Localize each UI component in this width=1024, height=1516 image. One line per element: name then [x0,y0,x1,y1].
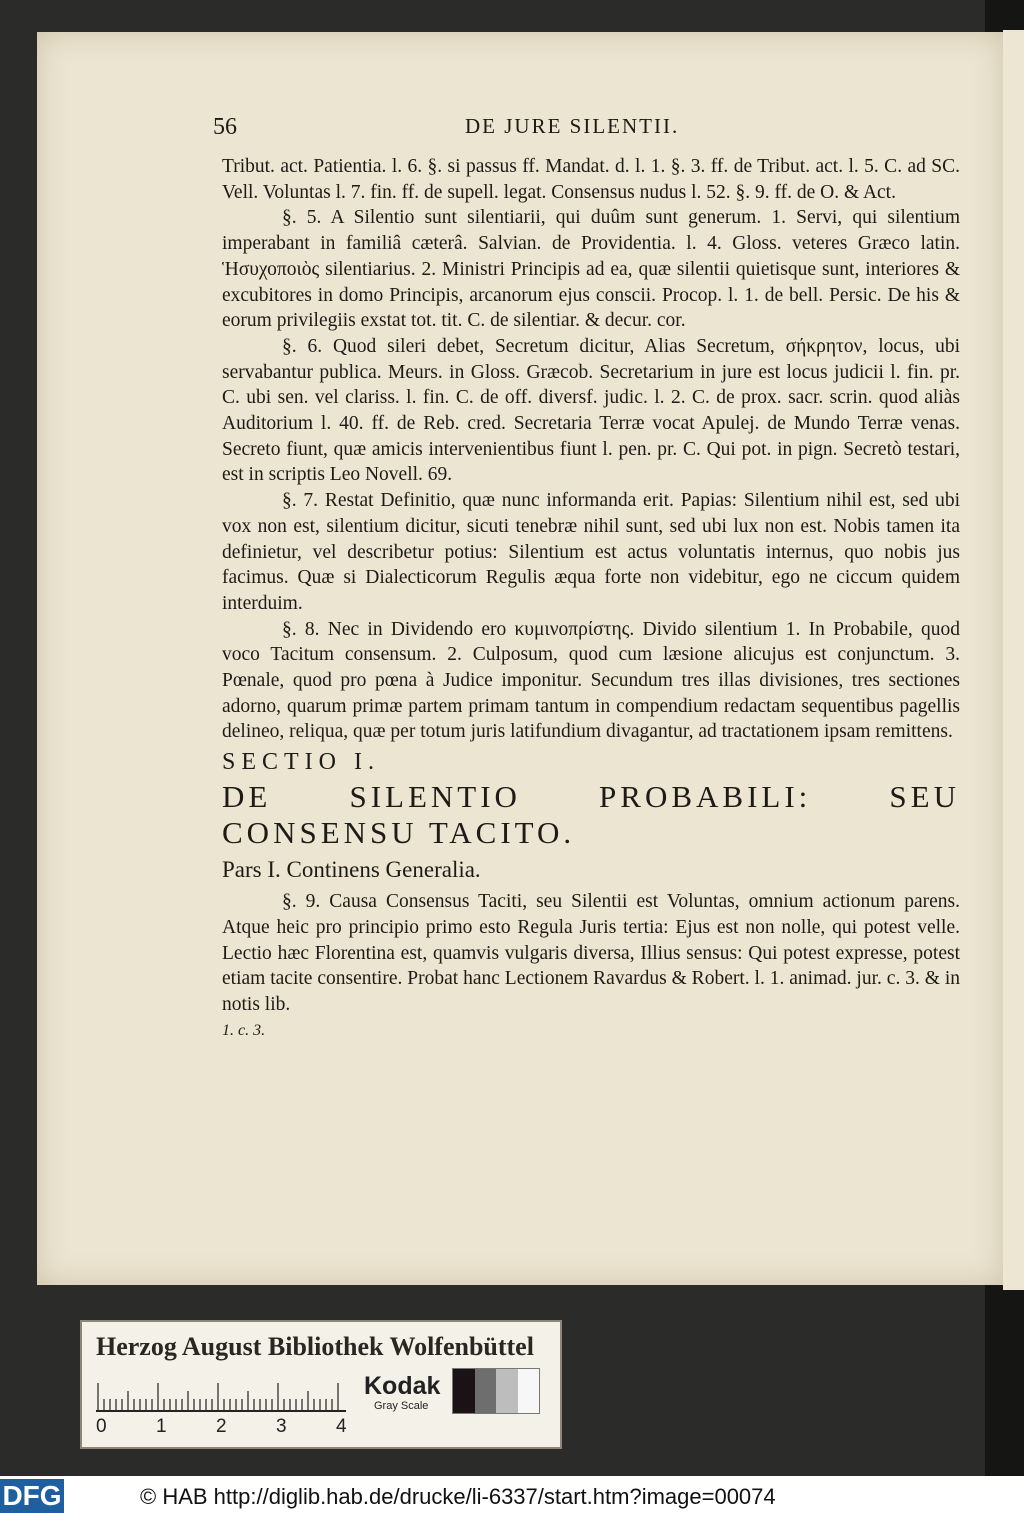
next-page-edge [1003,30,1024,1290]
ruler-digit: 1 [156,1416,167,1437]
body-text [222,154,960,1043]
part-title: Pars I. Continens Generalia. [222,857,481,883]
section-label: SECTIO I. [222,749,380,776]
paragraph-s7: §. 7. Restat Definitio, quæ nunc informanda erit. Papias: Silentium nihil est, sed ubi vox non est, silentium dicitur, sicuti tenebræ nihil sunt, sed ubi lux non est. Nobis tamen ita definietur, vel describetur potius: Silentium est actus voluntatis internus, quo nobis jus facimus. Quæ si Dialecticorum Regulis æqua forte non videbitur, ego ne ciccum quidem interduim. [222,490,960,614]
ruler-digit: 3 [276,1416,287,1437]
library-card [80,1320,562,1449]
ruler-digit: 4 [336,1416,347,1437]
page-header [213,110,958,146]
kodak-logo: Kodak [364,1372,441,1400]
gray-patch-white [518,1369,540,1413]
ruler-scale [96,1380,346,1412]
paragraph-s9: §. 9. Causa Consensus Taciti, seu Silentii est Voluntas, omnium actionum parens. Atque heic pro principio primo esto Regula Juris tertia: Ejus est non nolle, qui potest velle. Lectio hæc Florentina est, quamvis vulgaris diversa, Illius sensus: Qui potest expresse, potest etiam tacite consentire. Probat hanc Lectionem Ravardus & Robert. l. 1. animad. jur. c. 3. & in notis lib. [222,891,960,1015]
ruler-digit: 0 [96,1416,107,1437]
grayscale-patches [452,1368,540,1414]
running-title: DE JURE SILENTII. [465,114,680,138]
dfg-logo[interactable]: DFG [0,1479,64,1513]
viewer-footer [0,1476,1024,1516]
paragraph-s8: §. 8. Nec in Dividendo ero κυμινοπρίστης. Divido silentium 1. In Probabile, quod voco Tacitum consensum. 2. Culposum, quod cum læsione alicujus est conjunctum. 3. Pœnale, quod pro pœna à Judice imponitur. Secundum tres illas divisiones, tres sectiones adorno, quarum primæ partem primam tantum in compendium redactam sequentibus pagellis delineo, reliqua, quæ per totum juris latifundium divagantur, ad tractationem ipsam remittens. [222,618,960,743]
gray-patch-black [453,1369,475,1413]
paragraph-s6: §. 6. Quod sileri debet, Secretum dicitur, Alias Secretum, σήκρητον, locus, ubi servabantur publica. Meurs. in Gloss. Græcob. Secretarium in jure est locus judicii l. fin. pr. C. ubi sen. vel clariss. l. fin. C. de off. diversf. judic. l. 2. C. de prox. sacr. scrin. quod aliàs Auditorium l. 40. ff. de Reb. cred. Secretaria Terræ vocat Apulej. de Mundo Terræ venas. Secreto fiunt, quæ amicis intervenientibus fiunt l. pen. pr. C. Qui pot. in pign. Secretò testari, est in scriptis Leo Novell. 69. [222,335,960,486]
library-name: Herzog August Bibliothek Wolfenbüttel [96,1332,534,1361]
paragraph-s5: §. 5. A Silentio sunt silentiarii, qui duûm sunt generum. 1. Servi, qui silentium imperabant in familiâ cæterâ. Salvian. de Providentia. l. 4. Gloss. veteres Græco latin. Ἡσυχοποιὸς silentiarius. 2. Ministri Principis ad ea, quæ silentii quietisque sunt, interiores & excubitores in domo Principis, arcanorum ejus conscii. Procop. l. 1. de bell. Persic. De his & eorum privilegiis exstat tot. tit. C. de silentiar. & decur. cor. [222,207,960,332]
copyright-link[interactable]: © HAB http://diglib.hab.de/drucke/li-6337/start.htm?image=00074 [140,1484,776,1509]
gray-patch-dark [475,1369,497,1413]
ruler-digit: 2 [216,1416,227,1437]
closing-reference: 1. c. 3. [222,1021,266,1039]
section-title: DE SILENTIO PROBABILI: SEU CONSENSU TACITO. [222,779,960,851]
gray-patch-light [496,1369,518,1413]
ruler-digits [96,1416,366,1440]
page-number: 56 [213,114,237,140]
paragraph-continuation: Tribut. act. Patientia. l. 6. §. si passus ff. Mandat. d. l. 1. §. 3. ff. de Tribut. act. l. 5. C. ad SC. Vell. Voluntas l. 7. fin. ff. de supell. legat. Consensus nudus l. 52. §. 9. ff. de O. & Act. [222,156,960,203]
grayscale-label: Gray Scale [374,1400,429,1412]
